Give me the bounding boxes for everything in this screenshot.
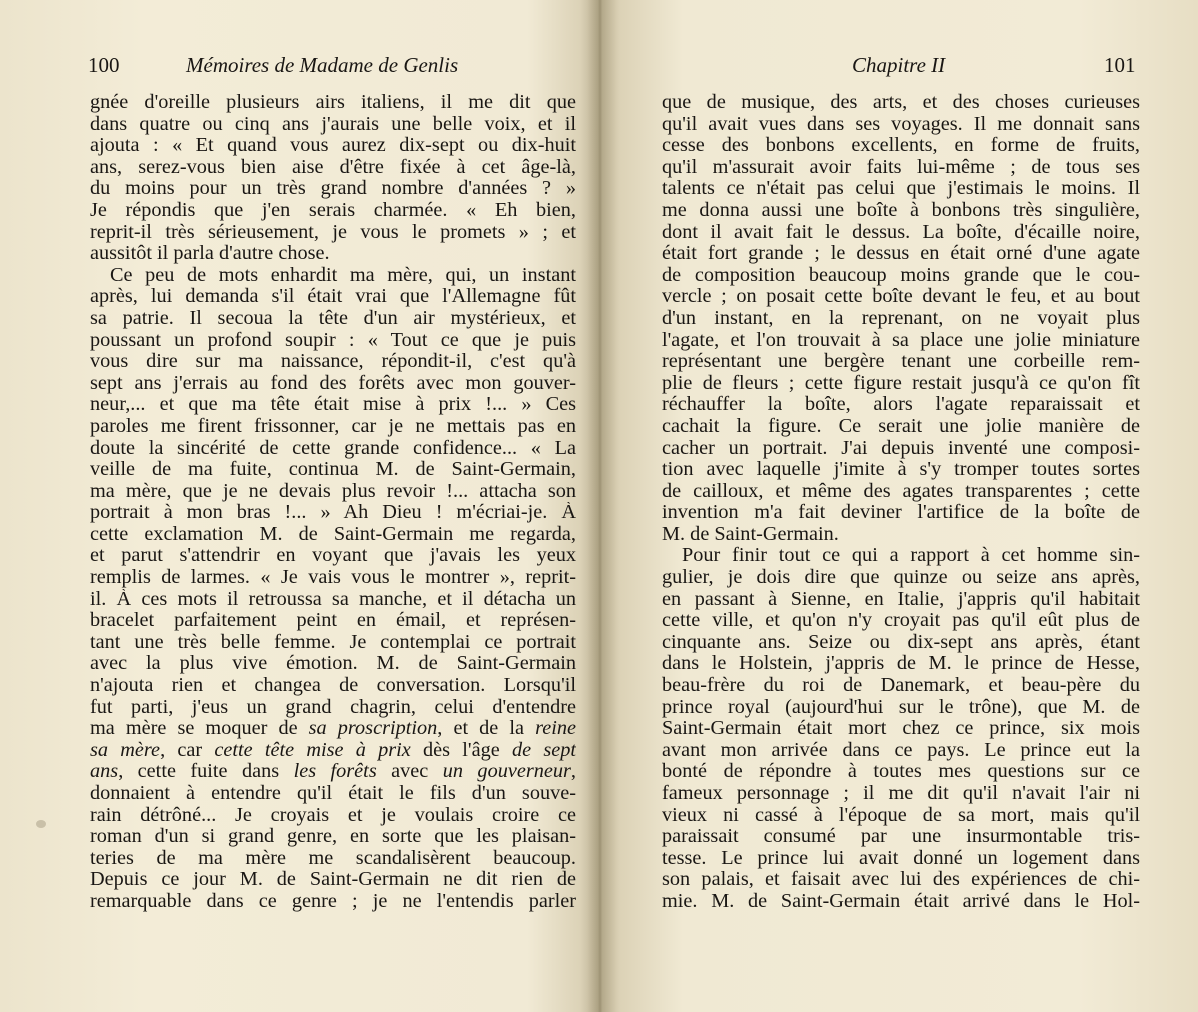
text-run-italic: les forêts bbox=[293, 761, 377, 783]
text-line: tant une très belle femme. Je contemplai ce portrait bbox=[90, 631, 576, 653]
text-line: donnaient à entendre qu'il était le fils d'un souve- bbox=[90, 783, 576, 804]
text-line: il. À ces mots il retroussa sa manche, et il détacha un bbox=[90, 588, 576, 610]
text-line: que de musique, des arts, et des choses curieuses bbox=[662, 92, 1140, 113]
text-line: son palais, et faisait avec lui des expériences de chi- bbox=[662, 869, 1140, 891]
text-line: paraissait consumé par une insurmontable tris- bbox=[662, 826, 1140, 848]
text-line: veille de ma fuite, continua M. de Saint-Germain, bbox=[90, 459, 576, 481]
text-line: M. de Saint-Germain. bbox=[662, 523, 839, 545]
text-line: remarquable dans ce genre ; je ne l'entendis parler bbox=[90, 890, 576, 912]
text-run-italic: sa proscription bbox=[308, 718, 438, 740]
text-line: Saint-Germain était mort chez ce prince, six mois bbox=[662, 718, 1140, 740]
text-line: rain détrôné... Je croyais et je voulais croire ce bbox=[90, 804, 576, 826]
running-head-right: Chapitre II bbox=[852, 53, 946, 77]
right-page-header bbox=[600, 50, 1198, 80]
text-line: Ce peu de mots enhardit ma mère, qui, un instant bbox=[110, 264, 576, 286]
text-run: , car bbox=[160, 739, 215, 761]
text-run: ma mère se moquer de bbox=[90, 718, 309, 740]
right-page-text bbox=[662, 92, 1140, 913]
text-line: beau-frère du roi de Danemark, et beau-père du bbox=[662, 675, 1140, 697]
text-line: vercle ; on posait cette boîte devant le feu, et au bout bbox=[662, 286, 1140, 308]
text-line: dans le Holstein, j'appris de M. le prince de Hesse, bbox=[662, 653, 1140, 675]
left-page bbox=[0, 0, 598, 1012]
page-number-left: 100 bbox=[88, 53, 120, 77]
text-line: me donna aussi une boîte à bonbons très singulière, bbox=[662, 199, 1140, 221]
text-line: ajouta : « Et quand vous aurez dix-sept ou dix-huit bbox=[90, 135, 576, 157]
text-line: vous dire sur ma naissance, répondit-il, c'est qu'à bbox=[90, 351, 576, 373]
text-line: et parut s'attendrir en voyant que j'avais les yeux bbox=[90, 545, 576, 567]
text-line: gulier, je dois dire que quinze ou seize ans après, bbox=[662, 567, 1140, 589]
text-line: remplis de larmes. « Je vais vous le montrer », reprit- bbox=[90, 567, 576, 589]
text-line: ans, serez-vous bien aise d'être fixée à cet âge-là, bbox=[90, 156, 576, 178]
text-line: paroles me firent frissonner, car je ne mettais pas en bbox=[90, 415, 576, 437]
text-line: talents ce n'était pas celui que j'estimais le moins. Il bbox=[662, 178, 1140, 200]
text-line: teries de ma mère me scandalisèrent beaucoup. bbox=[90, 847, 576, 869]
text-line: qu'il m'assurait avoir faits lui-même ; de tous ses bbox=[662, 156, 1140, 178]
text-line: neur,... et que ma tête était mise à prix !... » Ces bbox=[90, 394, 576, 416]
text-line: ma mère, que je ne devais plus revoir !... attacha son bbox=[90, 480, 576, 502]
text-line: dans quatre ou cinq ans j'aurais une belle voix, et il bbox=[90, 113, 576, 135]
text-line: de composition beaucoup moins grande que le cou- bbox=[662, 264, 1140, 286]
page-number-right: 101 bbox=[1104, 53, 1136, 77]
text-run: dès l'âge bbox=[410, 739, 512, 761]
text-line: portrait à mon bras !... » Ah Dieu ! m'écriai-je. À bbox=[90, 502, 576, 524]
text-line: cette exclamation M. de Saint-Germain me regarda, bbox=[90, 523, 576, 545]
text-line: invention m'a fait deviner l'artifice de la boîte de bbox=[662, 502, 1140, 524]
text-run-italic: cette tête mise à prix bbox=[214, 739, 411, 761]
right-page bbox=[600, 0, 1198, 1012]
text-line: vieux ni cassé à l'époque de sa mort, mais qu'il bbox=[662, 804, 1140, 826]
text-run: avec bbox=[376, 761, 443, 783]
text-line: mie. M. de Saint-Germain était arrivé dans le Hol- bbox=[662, 890, 1140, 912]
text-line: cachait la figure. Ce serait une jolie manière de bbox=[662, 415, 1140, 437]
text-line: cesse des bonbons excellents, en forme de fruits, bbox=[662, 135, 1140, 157]
text-run: , et de la bbox=[437, 718, 536, 740]
text-line: n'ajouta rien et changea de conversation. Lorsqu'il bbox=[90, 675, 576, 697]
paper-speck bbox=[36, 820, 46, 828]
text-line: était fort grande ; le dessus en était orné d'une agate bbox=[662, 243, 1140, 265]
text-run: , cette fuite dans bbox=[118, 761, 294, 783]
text-line: fameux personnage ; il me dit qu'il n'avait l'air ni bbox=[662, 783, 1140, 804]
text-line: sept ans j'errais au fond des forêts avec mon gouver- bbox=[90, 372, 576, 394]
text-run-italic: ans bbox=[90, 761, 119, 783]
left-page-text bbox=[90, 92, 576, 913]
text-line: l'agate, et l'on trouvait à sa place une jolie miniature bbox=[662, 329, 1140, 351]
text-run: , bbox=[570, 761, 576, 783]
text-line: Depuis ce jour M. de Saint-Germain ne dit rien de bbox=[90, 869, 576, 891]
text-line: d'un instant, en la reprenant, on ne voyait plus bbox=[662, 307, 1140, 329]
text-line: qu'il avait vues dans ses voyages. Il me donnait sans bbox=[662, 113, 1140, 135]
text-line: après, lui demanda s'il était vrai que l'Allemagne fût bbox=[90, 286, 576, 308]
text-line: avant mon arrivée dans ce pays. Le prince eut la bbox=[662, 739, 1140, 761]
text-run-italic: sa mère bbox=[90, 739, 161, 761]
text-line: représentant une bergère tenant une corbeille rem- bbox=[662, 351, 1140, 373]
text-line: cette ville, et qu'on n'y croyait pas qu'il eût plus de bbox=[662, 610, 1140, 632]
text-line: tion avec laquelle j'imite à s'y tromper toutes sortes bbox=[662, 459, 1140, 481]
text-line: aussitôt il parla d'autre chose. bbox=[90, 243, 330, 265]
text-line: prince royal (aujourd'hui sur le trône), que M. de bbox=[662, 696, 1140, 718]
text-line: sa patrie. Il secoua la tête d'un air mystérieux, et bbox=[90, 307, 576, 329]
text-line: avec la plus vive émotion. M. de Saint-Germain bbox=[90, 653, 576, 675]
text-line: reprit-il très sérieusement, je vous le promets » ; et bbox=[90, 221, 576, 243]
text-line: fut parti, j'eus un grand chagrin, celui d'entendre bbox=[90, 696, 576, 718]
text-line: roman d'un si grand genre, en sorte que les plaisan- bbox=[90, 826, 576, 848]
text-run-italic: un gouverneur bbox=[442, 761, 571, 783]
text-line bbox=[90, 761, 576, 783]
text-line: cinquante ans. Seize ou dix-sept ans après, étant bbox=[662, 631, 1140, 653]
text-line: doute la sincérité de cette grande confidence... « La bbox=[90, 437, 576, 459]
text-line: de cailloux, et même des agates transparentes ; cette bbox=[662, 480, 1140, 502]
text-line: poussant un profond soupir : « Tout ce que je puis bbox=[90, 329, 576, 351]
text-line: du moins pour un très grand nombre d'années ? » bbox=[90, 178, 576, 200]
text-line bbox=[90, 740, 576, 762]
text-line: cacher un portrait. J'ai depuis inventé une composi- bbox=[662, 437, 1140, 459]
left-page-header bbox=[0, 50, 598, 80]
text-line: bracelet parfaitement peint en émail, et représen- bbox=[90, 610, 576, 632]
text-line: tesse. Le prince lui avait donné un logement dans bbox=[662, 847, 1140, 869]
text-line bbox=[90, 718, 576, 740]
text-line: plie de fleurs ; cette figure restait jusqu'à ce qu'on fît bbox=[662, 372, 1140, 394]
text-line: gnée d'oreille plusieurs airs italiens, il me dit que bbox=[90, 92, 576, 113]
text-run-italic: reine bbox=[535, 718, 576, 740]
text-run-italic: de sept bbox=[511, 739, 576, 761]
text-line: en passant à Sienne, en Italie, j'appris qu'il habitait bbox=[662, 588, 1140, 610]
text-line: bonté de répondre à toutes mes questions sur ce bbox=[662, 761, 1140, 783]
text-line: dont il avait fait le dessus. La boîte, d'écaille noire, bbox=[662, 221, 1140, 243]
text-line: Je répondis que j'en serais charmée. « Eh bien, bbox=[90, 199, 576, 221]
text-line: Pour finir tout ce qui a rapport à cet homme sin- bbox=[682, 545, 1140, 567]
running-head-left: Mémoires de Madame de Genlis bbox=[186, 53, 459, 77]
text-line: réchauffer la boîte, alors l'agate reparaissait et bbox=[662, 394, 1140, 416]
